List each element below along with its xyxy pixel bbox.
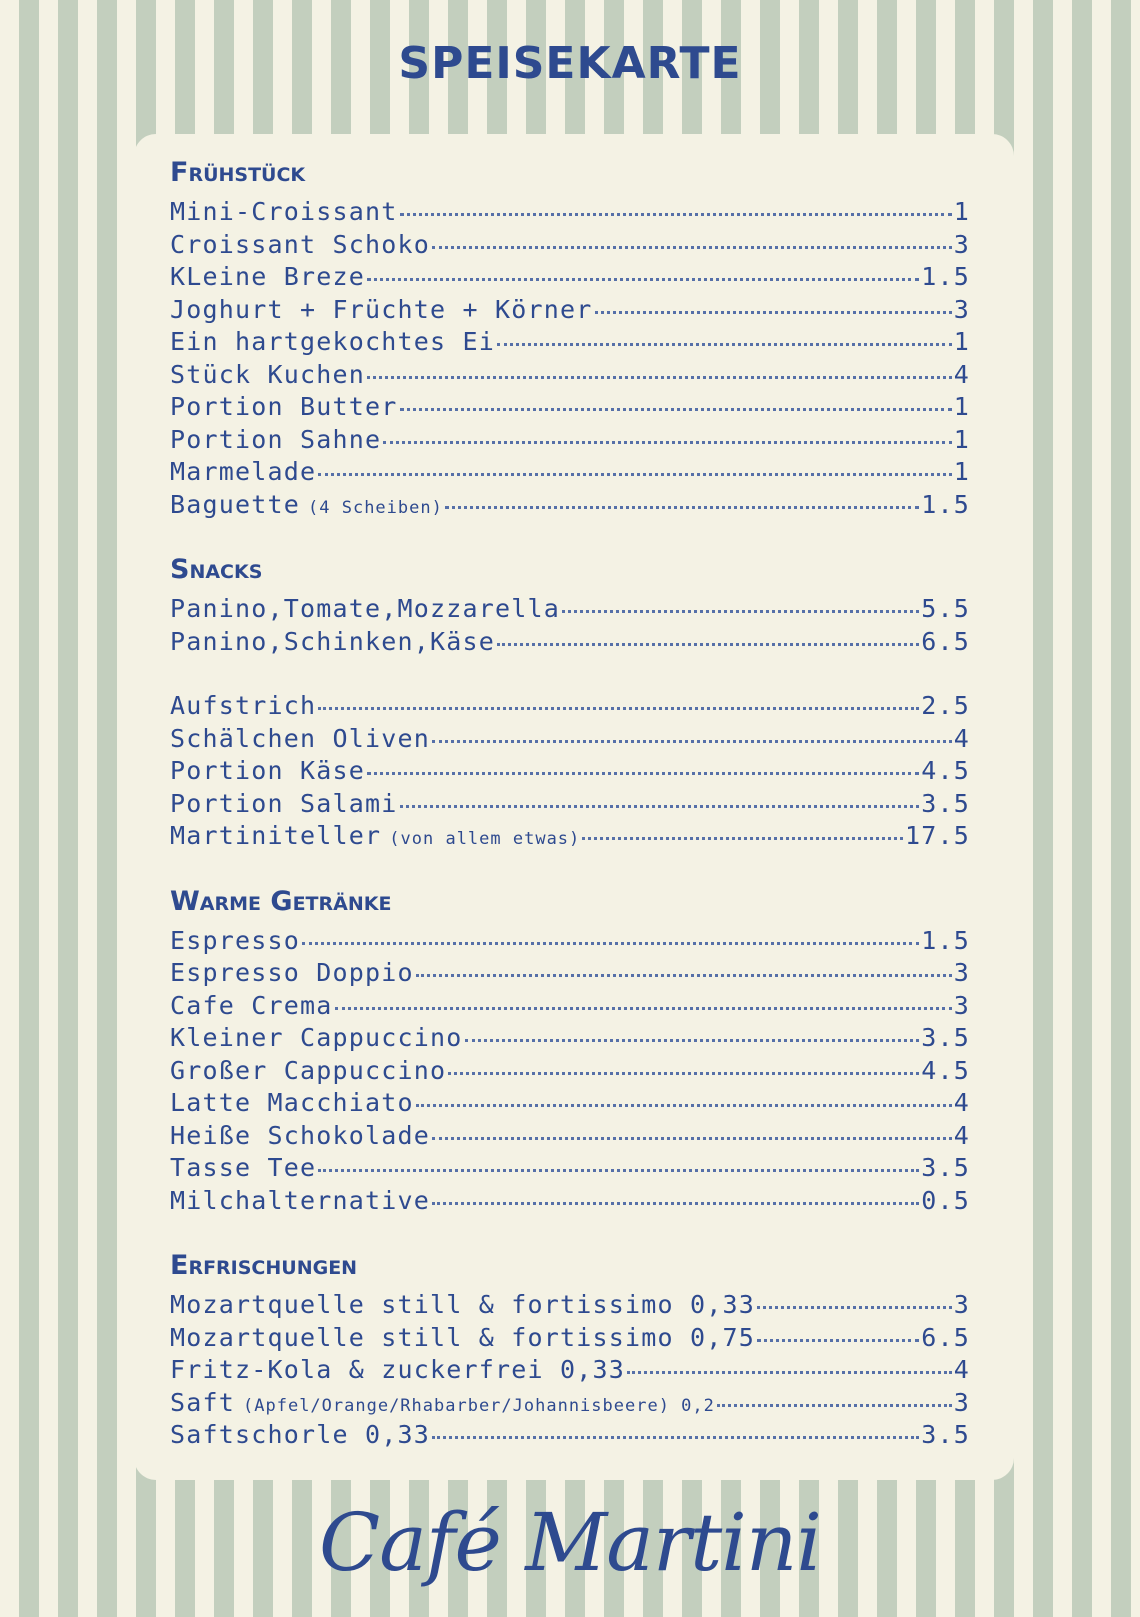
dot-leader — [335, 1007, 952, 1010]
section-title: Warme Getränke — [170, 885, 392, 917]
cafe-logo — [0, 1496, 1140, 1589]
dot-leader — [318, 707, 919, 710]
dot-leader — [445, 506, 919, 509]
item-name: Aufstrich — [170, 691, 317, 720]
item-name: Portion Käse — [170, 756, 366, 785]
item-price: 4 — [953, 723, 970, 753]
menu-item-list — [170, 925, 970, 1218]
item-price: 3 — [953, 1387, 970, 1417]
menu-item — [170, 1387, 970, 1420]
item-name: Ein hartgekochtes Ei — [170, 327, 496, 356]
menu-section — [170, 1247, 970, 1452]
dot-leader — [416, 1104, 952, 1107]
menu-item — [170, 788, 970, 821]
menu-item — [170, 925, 970, 958]
item-price: 6.5 — [921, 1322, 970, 1352]
dot-leader — [432, 1202, 919, 1205]
dot-leader — [383, 441, 951, 444]
dot-leader — [400, 805, 920, 808]
menu-item — [170, 1087, 970, 1120]
item-name: Croissant Schoko — [170, 229, 431, 259]
menu-item — [170, 1354, 970, 1387]
menu-item — [170, 1289, 970, 1322]
item-note: (Apfel/Orange/Rhabarber/Johannisbeere) 0,2 — [243, 1395, 715, 1416]
dot-leader — [497, 343, 952, 346]
item-name: Mini-Croissant — [170, 197, 398, 226]
item-price: 3 — [953, 958, 970, 987]
menu-section — [170, 551, 970, 883]
menu-item — [170, 990, 970, 1023]
item-name: Mozartquelle still & fortissimo 0,33 — [170, 1290, 756, 1319]
item-name: Stück Kuchen — [170, 359, 366, 389]
item-price: 17.5 — [904, 821, 970, 850]
menu-item — [170, 359, 970, 392]
item-price: 1.5 — [921, 925, 970, 955]
item-price: 1 — [953, 457, 970, 486]
menu-item — [170, 326, 970, 359]
dot-leader — [448, 1072, 919, 1075]
item-name: Latte Macchiato — [170, 1088, 414, 1117]
item-name: Portion Salami — [170, 788, 398, 818]
item-price: 3.5 — [921, 1420, 970, 1449]
item-price: 1 — [953, 197, 970, 226]
item-price: 3.5 — [921, 1153, 970, 1182]
item-name: Milchalternative — [170, 1185, 431, 1215]
section-title: Erfrischungen — [170, 1250, 358, 1281]
section-spacer — [170, 521, 970, 551]
item-price: 2.5 — [921, 691, 970, 720]
item-price: 4 — [953, 359, 970, 389]
item-name: Großer Cappuccino — [170, 1055, 447, 1085]
menu-item — [170, 456, 970, 489]
item-price: 3 — [953, 229, 970, 259]
cafe-logo-text: Café Martini — [319, 1496, 821, 1589]
menu-item — [170, 391, 970, 424]
menu-item — [170, 1322, 970, 1355]
item-price: 0.5 — [921, 1185, 970, 1215]
dot-leader — [757, 1339, 919, 1342]
item-price: 3 — [953, 294, 970, 324]
menu-item — [170, 196, 970, 229]
item-name: Kleiner Cappuccino — [170, 1023, 463, 1052]
menu-item — [170, 820, 970, 853]
item-name: Baguette — [170, 489, 301, 519]
dot-leader — [465, 1039, 920, 1042]
dot-leader — [582, 837, 903, 840]
menu-section — [170, 883, 970, 1248]
item-name: Portion Butter — [170, 392, 398, 421]
item-name: Panino,Tomate,Mozzarella — [170, 594, 561, 623]
menu-item — [170, 723, 970, 756]
item-price: 1 — [953, 424, 970, 454]
dot-leader — [367, 772, 919, 775]
item-price: 4 — [953, 1120, 970, 1150]
dot-leader — [432, 740, 952, 743]
dot-leader — [302, 942, 919, 945]
dot-leader — [432, 246, 952, 249]
dot-leader — [367, 376, 952, 379]
section-title: Snacks — [170, 554, 263, 585]
item-name: Portion Sahne — [170, 424, 382, 454]
menu-panel — [134, 134, 1014, 1480]
item-name: Saft — [170, 1387, 236, 1417]
dot-leader — [627, 1371, 952, 1374]
item-name: Schälchen Oliven — [170, 723, 431, 753]
dot-leader — [400, 408, 952, 411]
menu-item-list — [170, 593, 970, 658]
dot-leader — [432, 1436, 919, 1439]
menu-item — [170, 593, 970, 626]
menu-item — [170, 489, 970, 522]
item-price: 1.5 — [921, 262, 970, 291]
menu-item — [170, 424, 970, 457]
item-price: 1 — [953, 327, 970, 356]
item-price: 4.5 — [921, 1055, 970, 1085]
dot-leader — [562, 610, 919, 613]
dot-leader — [497, 643, 919, 646]
item-price: 1.5 — [921, 489, 970, 519]
menu-item — [170, 957, 970, 990]
menu-item — [170, 626, 970, 659]
section-title: Frühstück — [170, 157, 306, 188]
item-price: 4 — [953, 1355, 970, 1384]
menu-item — [170, 1120, 970, 1153]
dot-leader — [595, 311, 952, 314]
item-name: Martiniteller — [170, 821, 382, 850]
item-price: 4 — [953, 1088, 970, 1117]
dot-leader — [757, 1306, 952, 1309]
menu-item — [170, 294, 970, 327]
menu-section — [170, 154, 970, 551]
menu-item — [170, 1055, 970, 1088]
menu-item — [170, 229, 970, 262]
item-name: Espresso — [170, 925, 301, 955]
item-name: Fritz-Kola & zuckerfrei 0,33 — [170, 1355, 626, 1384]
section-spacer — [170, 1217, 970, 1247]
menu-item — [170, 1152, 970, 1185]
menu-content — [170, 154, 970, 1452]
menu-item — [170, 1022, 970, 1055]
menu-item — [170, 1419, 970, 1452]
dot-leader — [400, 213, 952, 216]
item-price: 3.5 — [921, 1023, 970, 1052]
item-name: Mozartquelle still & fortissimo 0,75 — [170, 1322, 756, 1352]
menu-title: SPEISEKARTE — [398, 38, 742, 89]
menu-item — [170, 261, 970, 294]
dot-leader — [318, 473, 951, 476]
item-name: Saftschorle 0,33 — [170, 1420, 431, 1449]
group-spacer — [170, 658, 970, 690]
menu-item-list — [170, 196, 970, 521]
item-name: Panino,Schinken,Käse — [170, 626, 496, 656]
section-spacer — [170, 853, 970, 883]
item-price: 3 — [953, 990, 970, 1020]
item-name: Tasse Tee — [170, 1153, 317, 1182]
item-price: 3.5 — [921, 788, 970, 818]
item-name: Marmelade — [170, 457, 317, 486]
dot-leader — [318, 1169, 919, 1172]
item-price: 4.5 — [921, 756, 970, 785]
menu-item-list — [170, 1289, 970, 1452]
item-price: 6.5 — [921, 626, 970, 656]
dot-leader — [717, 1404, 952, 1407]
menu-item — [170, 755, 970, 788]
item-price: 1 — [953, 392, 970, 421]
menu-item — [170, 690, 970, 723]
dot-leader — [432, 1137, 952, 1140]
dot-leader — [367, 278, 919, 281]
item-name: KLeine Breze — [170, 262, 366, 291]
menu-item-list — [170, 690, 970, 853]
item-note: (von allem etwas) — [389, 829, 581, 849]
item-name: Espresso Doppio — [170, 958, 414, 987]
dot-leader — [416, 974, 952, 977]
item-name: Cafe Crema — [170, 990, 333, 1020]
item-price: 5.5 — [921, 594, 970, 623]
item-price: 3 — [953, 1290, 970, 1319]
item-name: Heiße Schokolade — [170, 1120, 431, 1150]
item-note: (4 Scheiben) — [308, 497, 443, 518]
menu-item — [170, 1185, 970, 1218]
item-name: Joghurt + Früchte + Körner — [170, 294, 593, 324]
